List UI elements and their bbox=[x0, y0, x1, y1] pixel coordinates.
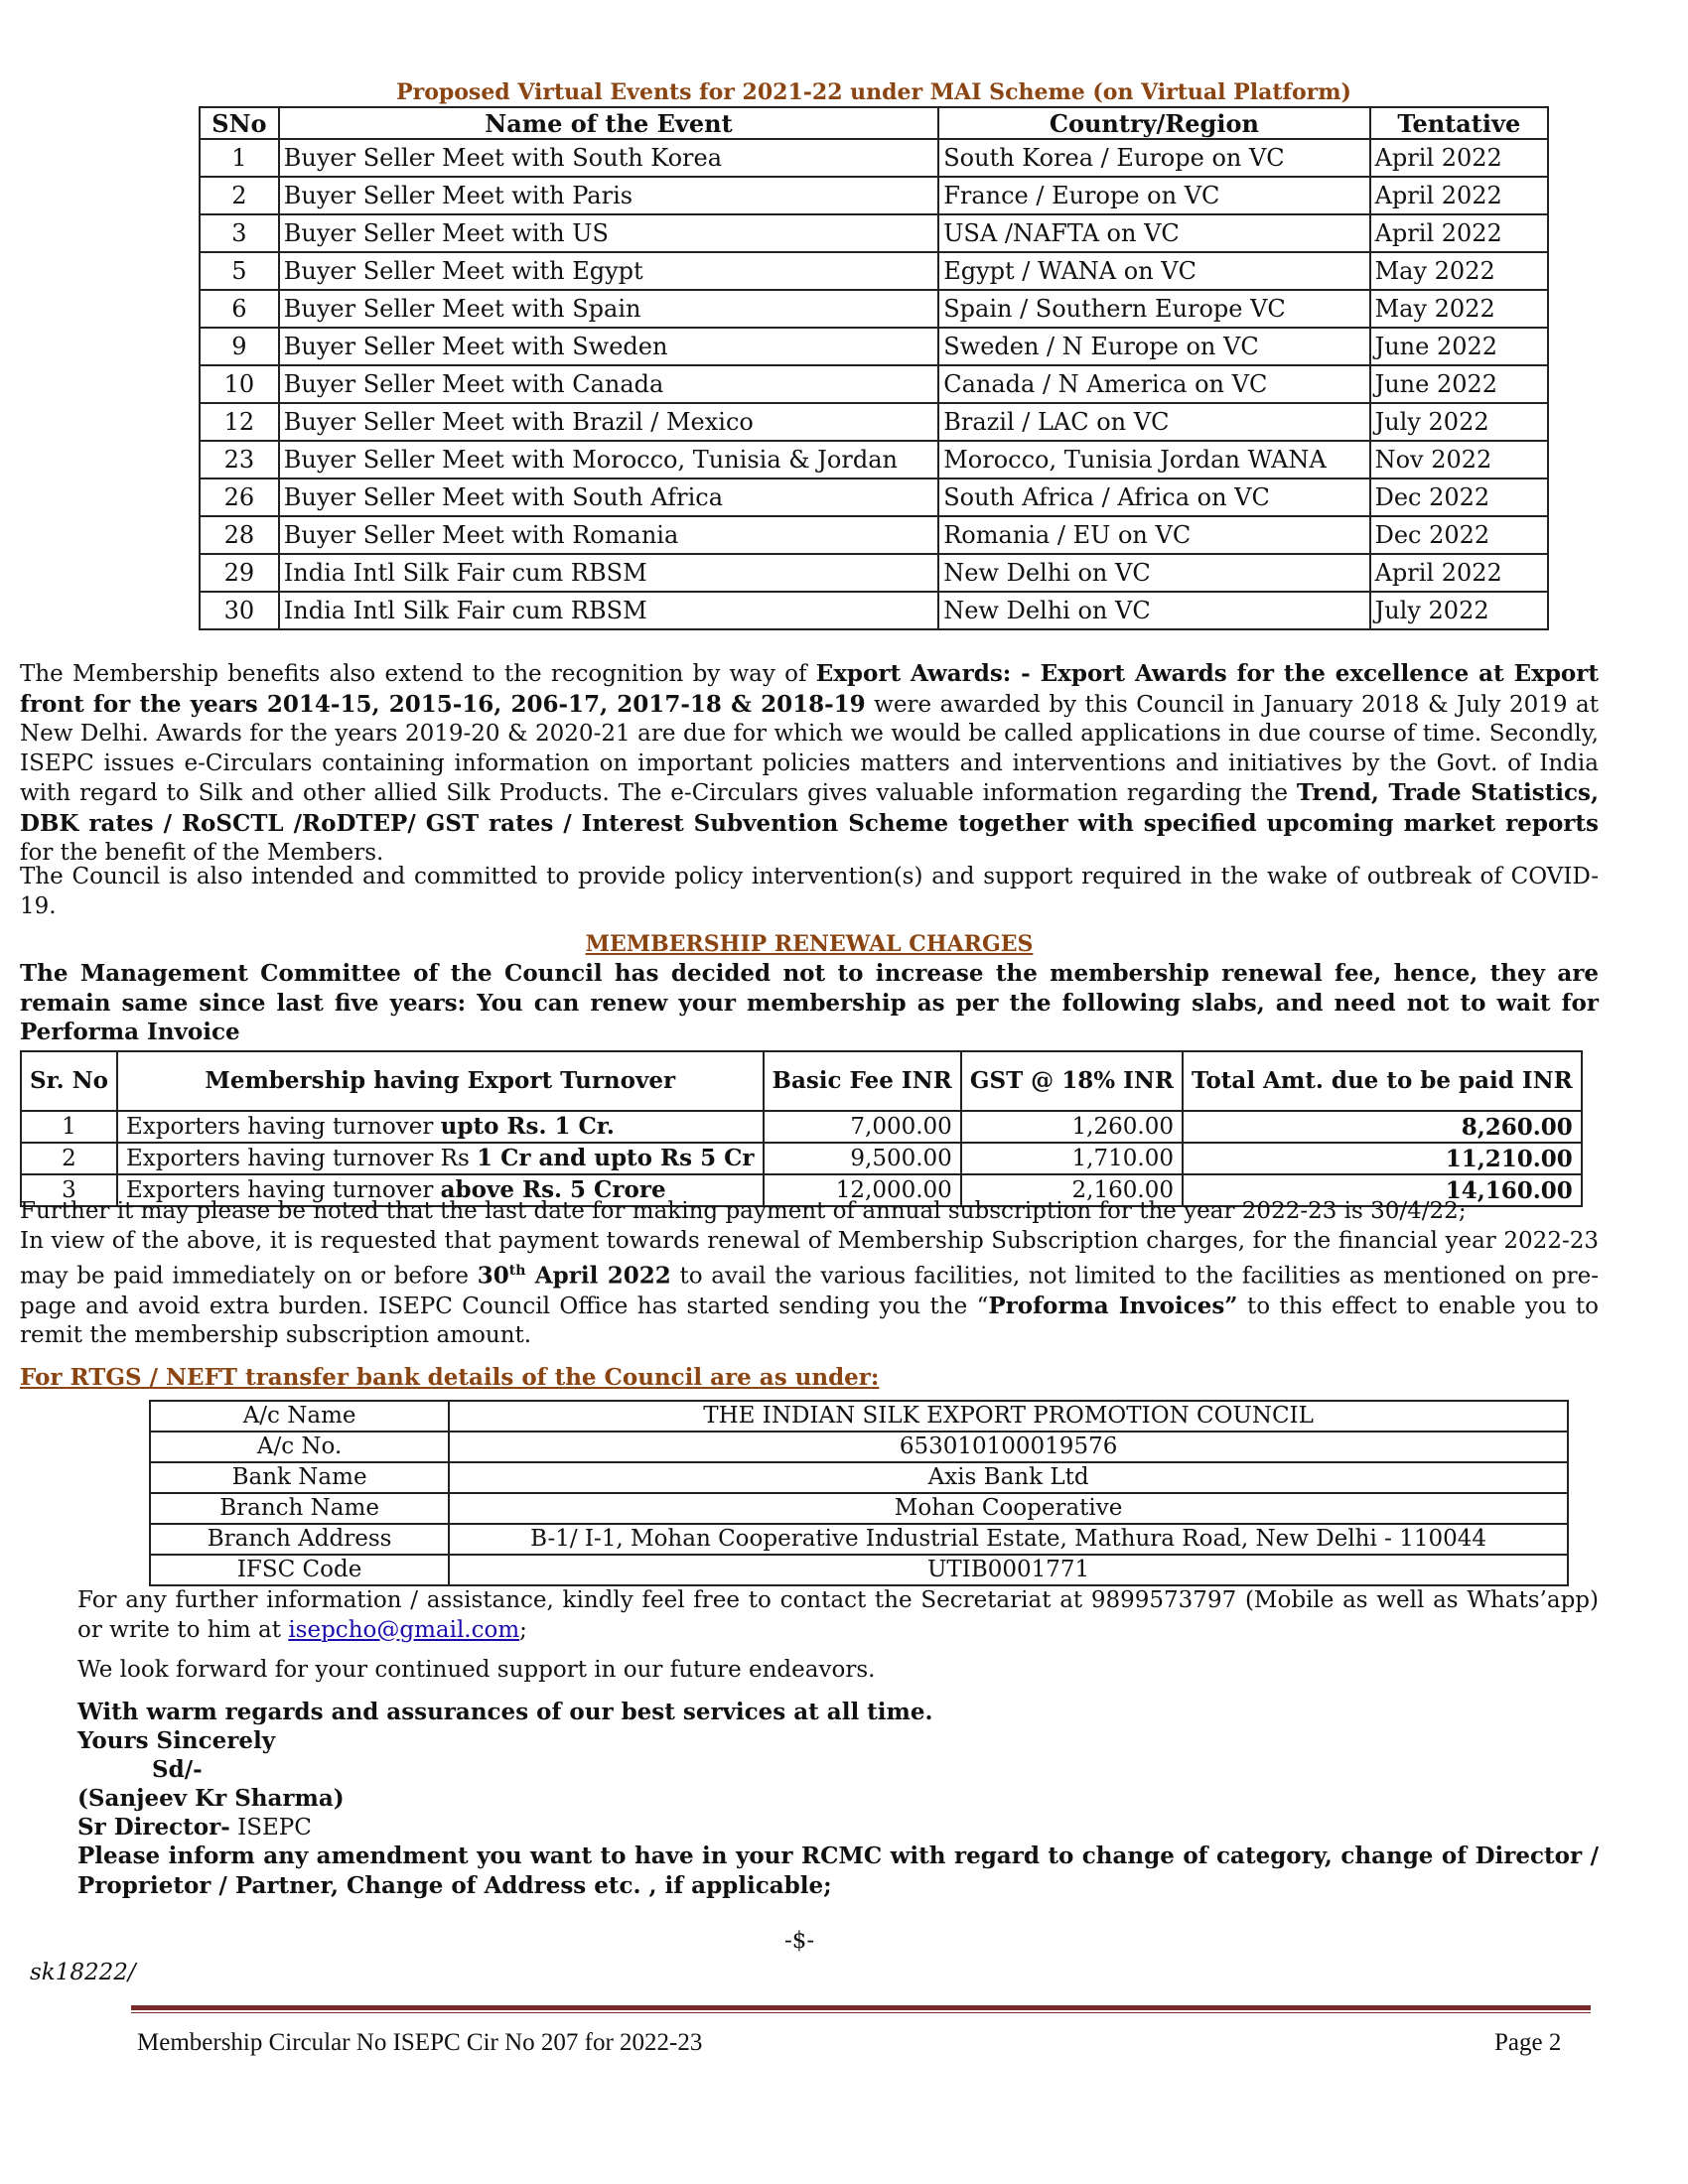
contact-paragraph bbox=[77, 1586, 1599, 1645]
table-row bbox=[150, 1401, 1568, 1432]
events-body bbox=[200, 139, 1548, 629]
event-tentative: April 2022 bbox=[1370, 177, 1548, 214]
col-event-name: Name of the Event bbox=[279, 107, 938, 139]
bank-field-label: Branch Name bbox=[150, 1493, 449, 1524]
due-day-suffix: th bbox=[508, 1262, 526, 1279]
look-forward-text: We look forward for your continued support in our future endeavors. bbox=[77, 1657, 876, 1683]
bank-field-value: THE INDIAN SILK EXPORT PROMOTION COUNCIL bbox=[449, 1401, 1568, 1432]
turnover-range: upto Rs. 1 Cr. bbox=[440, 1113, 615, 1140]
end-mark: -$- bbox=[784, 1928, 815, 1954]
event-sno: 29 bbox=[200, 554, 279, 592]
proforma-invoices-text: Proforma Invoices” bbox=[988, 1292, 1238, 1319]
table-row bbox=[200, 252, 1548, 290]
col-sno: SNo bbox=[200, 107, 279, 139]
bank-field-value: Mohan Cooperative bbox=[449, 1493, 1568, 1524]
benefits-text: for the benefit of the Members. bbox=[20, 840, 384, 866]
event-sno: 10 bbox=[200, 365, 279, 403]
event-sno: 6 bbox=[200, 290, 279, 328]
rcmc-amendment-note: Please inform any amendment you want to have in your RCMC with regard to change of category, change of Director / Proprietor / Partner, Change of Address etc. , if applicable; bbox=[77, 1843, 1599, 1899]
col-sr-no: Sr. No bbox=[21, 1051, 117, 1111]
fee-total: 14,160.00 bbox=[1183, 1174, 1582, 1206]
event-country-region: New Delhi on VC bbox=[938, 592, 1369, 629]
signature-mark: Sd/- bbox=[152, 1756, 203, 1783]
regards-text: With warm regards and assurances of our best services at all time. bbox=[77, 1699, 933, 1725]
export-awards-text: Export Awards: - Export Awards for the excellence at Export front for the years 2014-15, 2015-16, 206-17, 2017-18 & 2018-19 bbox=[20, 660, 1599, 718]
event-name: Buyer Seller Meet with Canada bbox=[279, 365, 938, 403]
event-country-region: USA /NAFTA on VC bbox=[938, 214, 1369, 252]
turnover-range: 1 Cr and upto Rs 5 Cr bbox=[477, 1145, 755, 1171]
footer-rule-thin bbox=[131, 2012, 1591, 2013]
fee-total: 11,210.00 bbox=[1183, 1143, 1582, 1174]
event-sno: 9 bbox=[200, 328, 279, 365]
event-country-region: Sweden / N Europe on VC bbox=[938, 328, 1369, 365]
fee-gst: 1,260.00 bbox=[961, 1111, 1183, 1143]
event-country-region: Egypt / WANA on VC bbox=[938, 252, 1369, 290]
table-row bbox=[200, 441, 1548, 478]
bank-field-value: UTIB0001771 bbox=[449, 1555, 1568, 1585]
payment-text: to this effect to enable you to remit the membership subscription amount. bbox=[20, 1293, 1599, 1349]
col-export-turnover: Membership having Export Turnover bbox=[117, 1051, 764, 1111]
footer-rule bbox=[131, 2005, 1591, 2010]
event-sno: 23 bbox=[200, 441, 279, 478]
turnover-label: Exporters having turnover Rs bbox=[126, 1146, 478, 1171]
table-row bbox=[150, 1524, 1568, 1555]
event-sno: 2 bbox=[200, 177, 279, 214]
event-tentative: May 2022 bbox=[1370, 290, 1548, 328]
event-name: India Intl Silk Fair cum RBSM bbox=[279, 592, 938, 629]
table-row bbox=[200, 365, 1548, 403]
bank-field-value: Axis Bank Ltd bbox=[449, 1462, 1568, 1493]
col-tentative: Tentative bbox=[1370, 107, 1548, 139]
fee-basic: 9,500.00 bbox=[764, 1143, 961, 1174]
event-tentative: July 2022 bbox=[1370, 403, 1548, 441]
bank-field-label: A/c No. bbox=[150, 1432, 449, 1462]
event-country-region: South Korea / Europe on VC bbox=[938, 139, 1369, 177]
event-sno: 1 bbox=[200, 139, 279, 177]
bank-field-label: Bank Name bbox=[150, 1462, 449, 1493]
event-tentative: Dec 2022 bbox=[1370, 516, 1548, 554]
fee-sr-no: 2 bbox=[21, 1143, 117, 1174]
table-row bbox=[21, 1111, 1582, 1143]
table-row bbox=[150, 1432, 1568, 1462]
renewal-intro: The Management Committee of the Council has decided not to increase the membership renewal fee, hence, they are remain same since last five years: You can renew your membership as per the following slabs, and need not to wait for Performa Invoice bbox=[20, 960, 1599, 1045]
page-number: Page 2 bbox=[1494, 2029, 1562, 2056]
event-country-region: South Africa / Africa on VC bbox=[938, 478, 1369, 516]
footer-circular-title: Membership Circular No ISEPC Cir No 207 for 2022-23 bbox=[137, 2029, 703, 2056]
fee-body bbox=[21, 1111, 1582, 1206]
event-name: Buyer Seller Meet with South Africa bbox=[279, 478, 938, 516]
table-row bbox=[200, 403, 1548, 441]
bank-heading: For RTGS / NEFT transfer bank details of the Council are as under: bbox=[20, 1364, 880, 1391]
event-name: Buyer Seller Meet with Morocco, Tunisia & Jordan bbox=[279, 441, 938, 478]
bank-field-value: 653010100019576 bbox=[449, 1432, 1568, 1462]
event-name: Buyer Seller Meet with Paris bbox=[279, 177, 938, 214]
events-table bbox=[199, 106, 1549, 630]
event-tentative: May 2022 bbox=[1370, 252, 1548, 290]
table-row bbox=[150, 1493, 1568, 1524]
table-row bbox=[150, 1462, 1568, 1493]
event-name: Buyer Seller Meet with Egypt bbox=[279, 252, 938, 290]
yours-sincerely: Yours Sincerely bbox=[77, 1727, 276, 1754]
event-tentative: Nov 2022 bbox=[1370, 441, 1548, 478]
renewal-heading: MEMBERSHIP RENEWAL CHARGES bbox=[585, 931, 1034, 957]
table-row bbox=[200, 214, 1548, 252]
fee-gst: 1,710.00 bbox=[961, 1143, 1183, 1174]
event-country-region: Spain / Southern Europe VC bbox=[938, 290, 1369, 328]
event-tentative: Dec 2022 bbox=[1370, 478, 1548, 516]
last-date-paragraph: Further it may please be noted that the last date for making payment of annual subscription for the year 2022-23 is 30/4/22; bbox=[20, 1198, 1467, 1224]
document-reference: sk18222/ bbox=[30, 1960, 136, 1985]
event-name: Buyer Seller Meet with US bbox=[279, 214, 938, 252]
benefits-text: The Membership benefits also extend to the recognition by way of bbox=[20, 661, 816, 687]
fee-turnover-slab bbox=[117, 1143, 764, 1174]
bank-field-value: B-1/ I-1, Mohan Cooperative Industrial Estate, Mathura Road, New Delhi - 110044 bbox=[449, 1524, 1568, 1555]
benefits-text: were awarded by this Council in January 2018 & July 2019 at New Delhi. Awards for the years 2019-20 & 2020-21 are due for which we would be called applications in due course of time. Secondly, ISEPC issues e-Circulars containing information on important policies matters and interventions and initiatives by the Govt. of India with regard to Silk and other allied Silk Products. The e-Circulars gives valuable information regarding the bbox=[20, 691, 1599, 806]
event-tentative: June 2022 bbox=[1370, 328, 1548, 365]
col-basic-fee: Basic Fee INR bbox=[764, 1051, 961, 1111]
contact-text: For any further information / assistance, kindly feel free to contact the Secretariat at 9899573797 (Mobile as well as Whats’app) or write to him at bbox=[77, 1587, 1599, 1643]
col-country-region: Country/Region bbox=[938, 107, 1369, 139]
table-row bbox=[200, 554, 1548, 592]
fee-table bbox=[20, 1050, 1583, 1207]
col-gst: GST @ 18% INR bbox=[961, 1051, 1183, 1111]
turnover-range: above Rs. 5 Crore bbox=[440, 1176, 666, 1203]
event-country-region: France / Europe on VC bbox=[938, 177, 1369, 214]
event-name: Buyer Seller Meet with Spain bbox=[279, 290, 938, 328]
fee-sr-no: 3 bbox=[21, 1174, 117, 1206]
event-tentative: June 2022 bbox=[1370, 365, 1548, 403]
event-sno: 5 bbox=[200, 252, 279, 290]
event-tentative: July 2022 bbox=[1370, 592, 1548, 629]
ecircular-topics-text: Trend, Trade Statistics, DBK rates / RoSCTL /RoDTEP/ GST rates / Interest Subvention Scheme together with specified upcoming market reports bbox=[20, 779, 1599, 837]
designation-bold: Sr Director- bbox=[77, 1814, 230, 1841]
event-country-region: Brazil / LAC on VC bbox=[938, 403, 1369, 441]
table-row bbox=[21, 1143, 1582, 1174]
event-country-region: Morocco, Tunisia Jordan WANA bbox=[938, 441, 1369, 478]
signatory-designation bbox=[77, 1813, 312, 1843]
turnover-label: Exporters having turnover bbox=[126, 1114, 441, 1140]
email-link[interactable]: isepcho@gmail.com bbox=[288, 1616, 520, 1643]
table-row bbox=[150, 1555, 1568, 1585]
payment-text: to avail the various facilities, not limited to the facilities as mentioned on pre-page and avoid extra burden. ISEPC Council Office has started sending you the “ bbox=[20, 1263, 1599, 1319]
bank-field-label: Branch Address bbox=[150, 1524, 449, 1555]
event-tentative: April 2022 bbox=[1370, 214, 1548, 252]
payment-text: In view of the above, it is requested that payment towards renewal of Membership Subscription charges, for the financial year 2022-23 may be paid immediately on or before bbox=[20, 1228, 1599, 1290]
due-day: 30 bbox=[477, 1262, 509, 1290]
table-row bbox=[200, 328, 1548, 365]
fee-header-row bbox=[21, 1051, 1582, 1111]
table-row bbox=[200, 478, 1548, 516]
event-tentative: April 2022 bbox=[1370, 554, 1548, 592]
event-name: Buyer Seller Meet with Sweden bbox=[279, 328, 938, 365]
fee-gst: 2,160.00 bbox=[961, 1174, 1183, 1206]
event-sno: 30 bbox=[200, 592, 279, 629]
col-total: Total Amt. due to be paid INR bbox=[1183, 1051, 1582, 1111]
event-country-region: Canada / N America on VC bbox=[938, 365, 1369, 403]
event-tentative: April 2022 bbox=[1370, 139, 1548, 177]
bank-field-label: A/c Name bbox=[150, 1401, 449, 1432]
turnover-label: Exporters having turnover bbox=[126, 1177, 441, 1203]
due-month: April 2022 bbox=[525, 1262, 671, 1290]
event-sno: 3 bbox=[200, 214, 279, 252]
event-sno: 26 bbox=[200, 478, 279, 516]
event-country-region: New Delhi on VC bbox=[938, 554, 1369, 592]
table-row bbox=[200, 177, 1548, 214]
bank-details-table bbox=[149, 1400, 1569, 1586]
event-name: Buyer Seller Meet with Romania bbox=[279, 516, 938, 554]
bank-field-label: IFSC Code bbox=[150, 1555, 449, 1585]
events-header-row bbox=[200, 107, 1548, 139]
event-country-region: Romania / EU on VC bbox=[938, 516, 1369, 554]
event-name: Buyer Seller Meet with Brazil / Mexico bbox=[279, 403, 938, 441]
event-sno: 28 bbox=[200, 516, 279, 554]
fee-basic: 7,000.00 bbox=[764, 1111, 961, 1143]
benefits-paragraph bbox=[20, 659, 1599, 869]
signatory-name: (Sanjeev Kr Sharma) bbox=[77, 1785, 345, 1812]
events-title: Proposed Virtual Events for 2021-22 under MAI Scheme (on Virtual Platform) bbox=[396, 79, 1351, 105]
contact-text: ; bbox=[519, 1616, 527, 1643]
fee-sr-no: 1 bbox=[21, 1111, 117, 1143]
payment-paragraph bbox=[20, 1227, 1599, 1351]
event-name: Buyer Seller Meet with South Korea bbox=[279, 139, 938, 177]
covid-paragraph: The Council is also intended and committed to provide policy intervention(s) and support required in the wake of outbreak of COVID-19. bbox=[20, 864, 1599, 919]
event-name: India Intl Silk Fair cum RBSM bbox=[279, 554, 938, 592]
table-row bbox=[200, 139, 1548, 177]
event-sno: 12 bbox=[200, 403, 279, 441]
table-row bbox=[200, 592, 1548, 629]
table-row bbox=[200, 516, 1548, 554]
fee-turnover-slab bbox=[117, 1111, 764, 1143]
fee-total: 8,260.00 bbox=[1183, 1111, 1582, 1143]
fee-basic: 12,000.00 bbox=[764, 1174, 961, 1206]
table-row bbox=[200, 290, 1548, 328]
bank-body bbox=[150, 1401, 1568, 1585]
designation-org: ISEPC bbox=[229, 1815, 312, 1841]
